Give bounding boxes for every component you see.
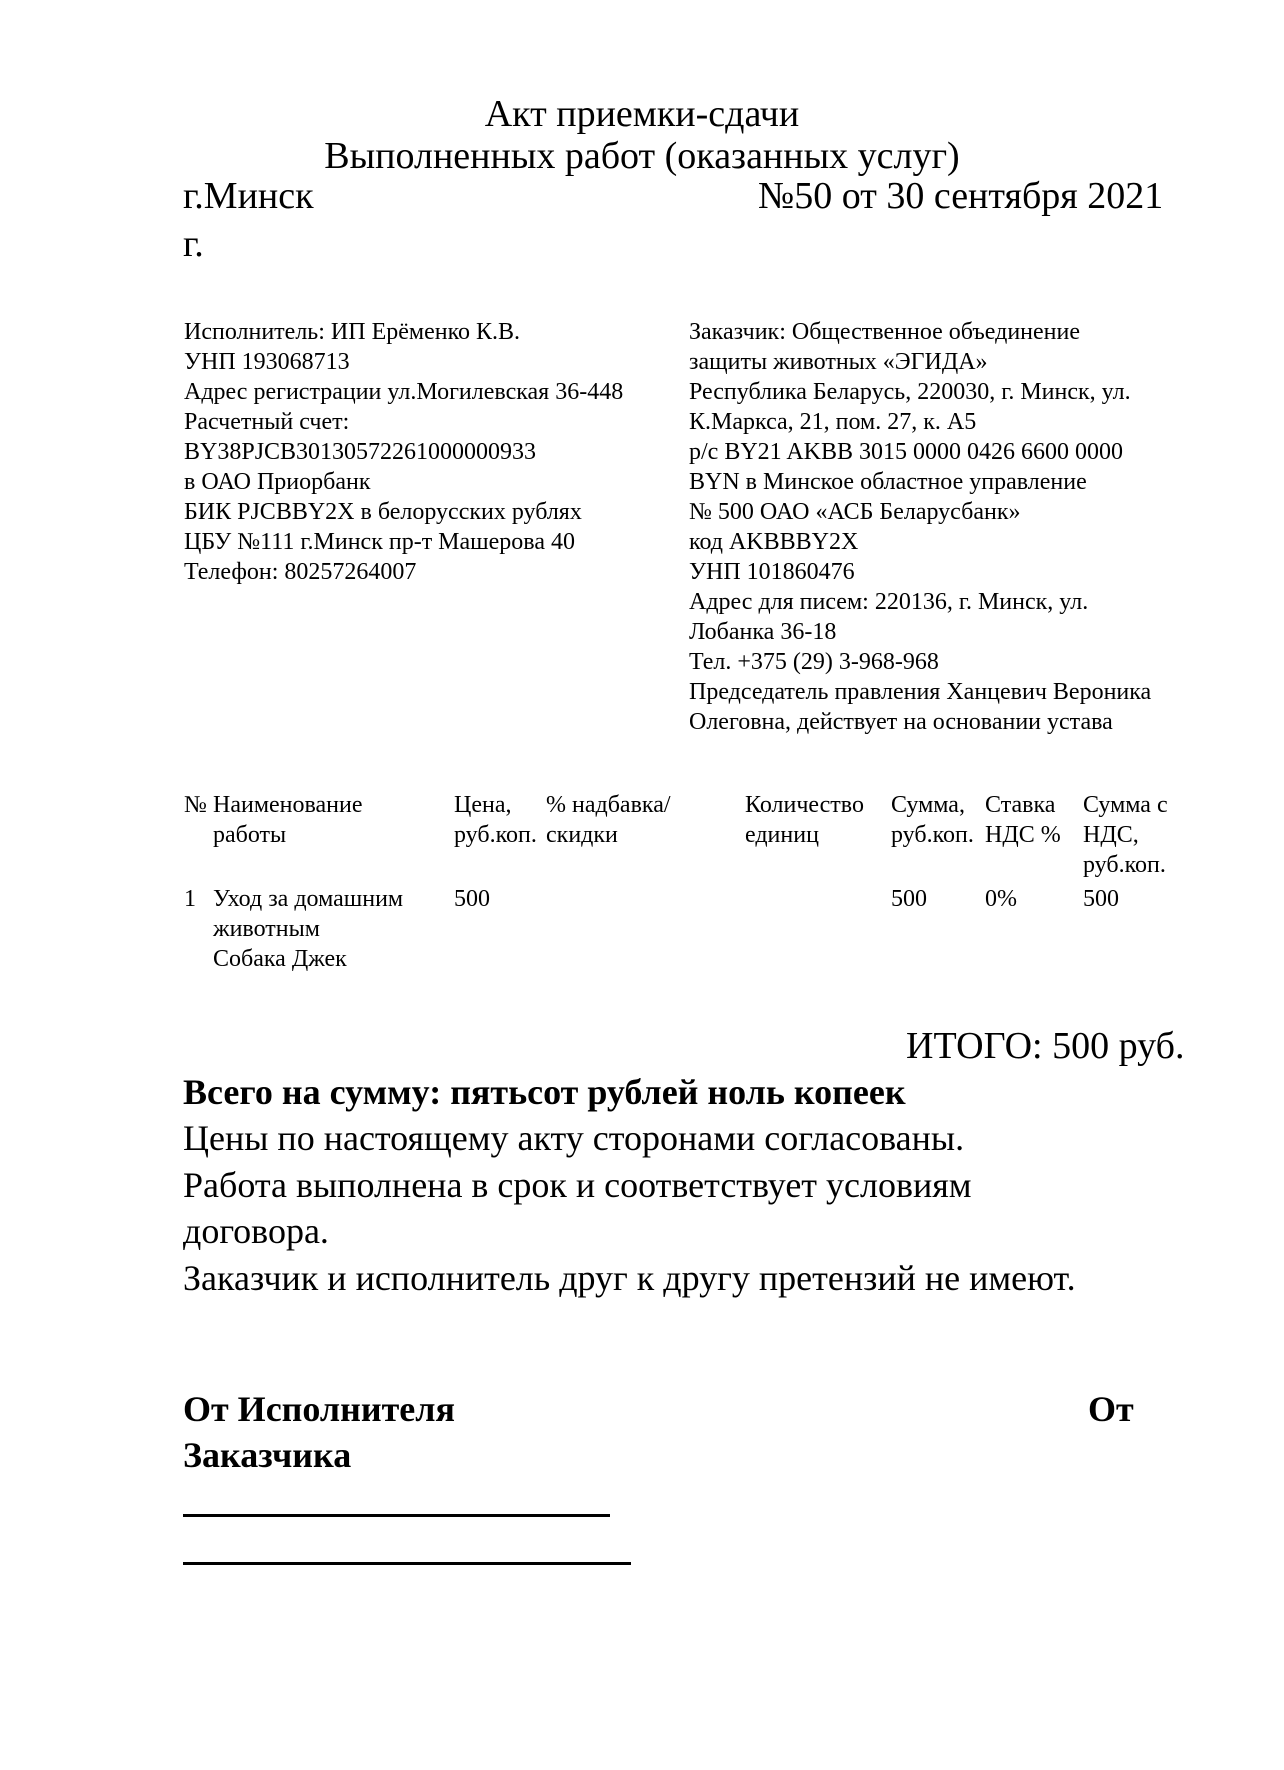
customer-line: р/с BY21 AKBB 3015 0000 0426 6600 0000: [689, 439, 1124, 465]
customer-line: Олеговна, действует на основании устава: [689, 709, 1113, 735]
customer-line: К.Маркса, 21, пом. 27, к. А5: [689, 409, 977, 435]
note-work-done-cont: договора.: [183, 1211, 329, 1251]
row-name: Уход за домашним животным Собака Джек: [213, 886, 404, 972]
city: г.Минск: [183, 175, 314, 217]
header-quantity: Количество единиц: [745, 792, 864, 848]
row-vat-rate: 0%: [985, 886, 1017, 912]
signature-line-customer: [183, 1562, 631, 1565]
row-sum-with-vat: 500: [1083, 886, 1119, 912]
header-name: Наименование работы: [213, 792, 363, 848]
executor-line: Расчетный счет:: [184, 409, 350, 435]
note-no-claims: Заказчик и исполнитель друг к другу претензий не имеют.: [183, 1258, 1076, 1298]
row-num: 1: [184, 886, 196, 912]
row-price: 500: [454, 886, 490, 912]
customer-line: Заказчик: Общественное объединение: [689, 319, 1081, 345]
executor-details: [184, 317, 623, 587]
customer-line: код AKBBBY2X: [689, 529, 859, 555]
executor-line: BY38PJCB30130572261000000933: [184, 439, 537, 465]
executor-line: в ОАО Приорбанк: [184, 469, 371, 495]
executor-line: Исполнитель: ИП Ерёменко К.В.: [184, 319, 521, 345]
customer-line: № 500 ОАО «АСБ Беларусбанк»: [689, 499, 1021, 525]
header-sum: Сумма, руб.коп.: [891, 792, 974, 848]
customer-line: защиты животных «ЭГИДА»: [689, 349, 988, 375]
executor-line: БИК PJCBBY2X в белорусских рублях: [184, 499, 582, 525]
total-line: ИТОГО: 500 руб.: [906, 1025, 1185, 1067]
row-sum: 500: [891, 886, 927, 912]
customer-line: Республика Беларусь, 220030, г. Минск, ул.: [689, 379, 1131, 405]
sum-in-words: Всего на сумму: пятьсот рублей ноль копеек: [183, 1072, 906, 1112]
customer-line: Адрес для писем: 220136, г. Минск, ул.: [689, 589, 1089, 615]
document-title-line1: Акт приемки-сдачи: [484, 93, 800, 135]
customer-line: Тел. +375 (29) 3-968-968: [689, 649, 939, 675]
signature-line-executor: [183, 1514, 610, 1517]
signature-from-word: От: [1088, 1389, 1134, 1429]
customer-line: Председатель правления Ханцевич Вероника: [689, 679, 1152, 705]
signature-customer-word: Заказчика: [183, 1435, 352, 1475]
note-prices-agreed: Цены по настоящему акту сторонами согласованы.: [183, 1118, 965, 1158]
customer-details: [689, 317, 1151, 737]
executor-line: ЦБУ №111 г.Минск пр-т Машерова 40: [184, 529, 575, 555]
header-vat-rate: Ставка НДС %: [985, 792, 1061, 848]
header-num: №: [184, 792, 207, 818]
city-suffix: г.: [183, 223, 204, 265]
executor-line: Телефон: 80257264007: [184, 559, 417, 585]
header-price: Цена, руб.коп.: [454, 792, 537, 848]
document-number-date: №50 от 30 сентября 2021: [758, 175, 1164, 217]
header-sum-with-vat: Сумма с НДС, руб.коп.: [1083, 792, 1168, 878]
executor-line: Адрес регистрации ул.Могилевская 36-448: [184, 379, 624, 405]
customer-line: УНП 101860476: [689, 559, 855, 585]
executor-line: УНП 193068713: [184, 349, 350, 375]
customer-line: BYN в Минское областное управление: [689, 469, 1087, 495]
works-table: [0, 790, 1284, 980]
customer-line: Лобанка 36-18: [689, 619, 837, 645]
document-title-line2: Выполненных работ (оказанных услуг): [324, 135, 960, 177]
signature-from-executor: От Исполнителя: [183, 1389, 455, 1429]
header-markup: % надбавка/ скидки: [546, 792, 671, 848]
note-work-done: Работа выполнена в срок и соответствует условиям: [183, 1165, 972, 1205]
